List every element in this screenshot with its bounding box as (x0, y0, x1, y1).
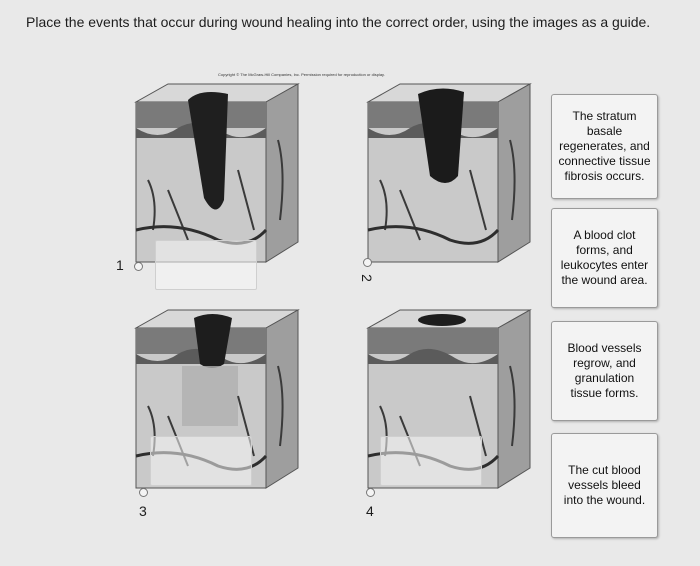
answer-card-1[interactable]: The stratum basale regenerates, and connective tissue fibrosis occurs. (551, 94, 658, 199)
drop-zone-1[interactable] (155, 240, 257, 290)
slot-radio-3[interactable] (139, 488, 148, 497)
answer-card-4[interactable]: The cut blood vessels bleed into the wound. (551, 433, 658, 538)
drop-zone-3[interactable] (150, 436, 252, 486)
question-text: Place the events that occur during wound healing into the correct order, using the images as a guide. (26, 14, 651, 30)
slot-number-4: 4 (366, 503, 374, 519)
copyright-notice: Copyright © The McGraw-Hill Companies, Inc. Permission required for reproduction or display. (218, 72, 385, 77)
answer-card-2[interactable]: A blood clot forms, and leukocytes enter the wound area. (551, 208, 658, 308)
slot-radio-1[interactable] (134, 262, 143, 271)
slot-number-3: 3 (139, 503, 147, 519)
slot-number-1: 1 (116, 257, 124, 273)
wound-image-1 (128, 80, 303, 265)
slot-radio-2[interactable] (363, 258, 372, 267)
slot-radio-4[interactable] (366, 488, 375, 497)
answer-card-3[interactable]: Blood vessels regrow, and granulation tissue forms. (551, 321, 658, 421)
wound-image-2 (360, 80, 535, 265)
drop-zone-4[interactable] (380, 436, 482, 486)
slot-number-2: 2 (358, 274, 375, 282)
